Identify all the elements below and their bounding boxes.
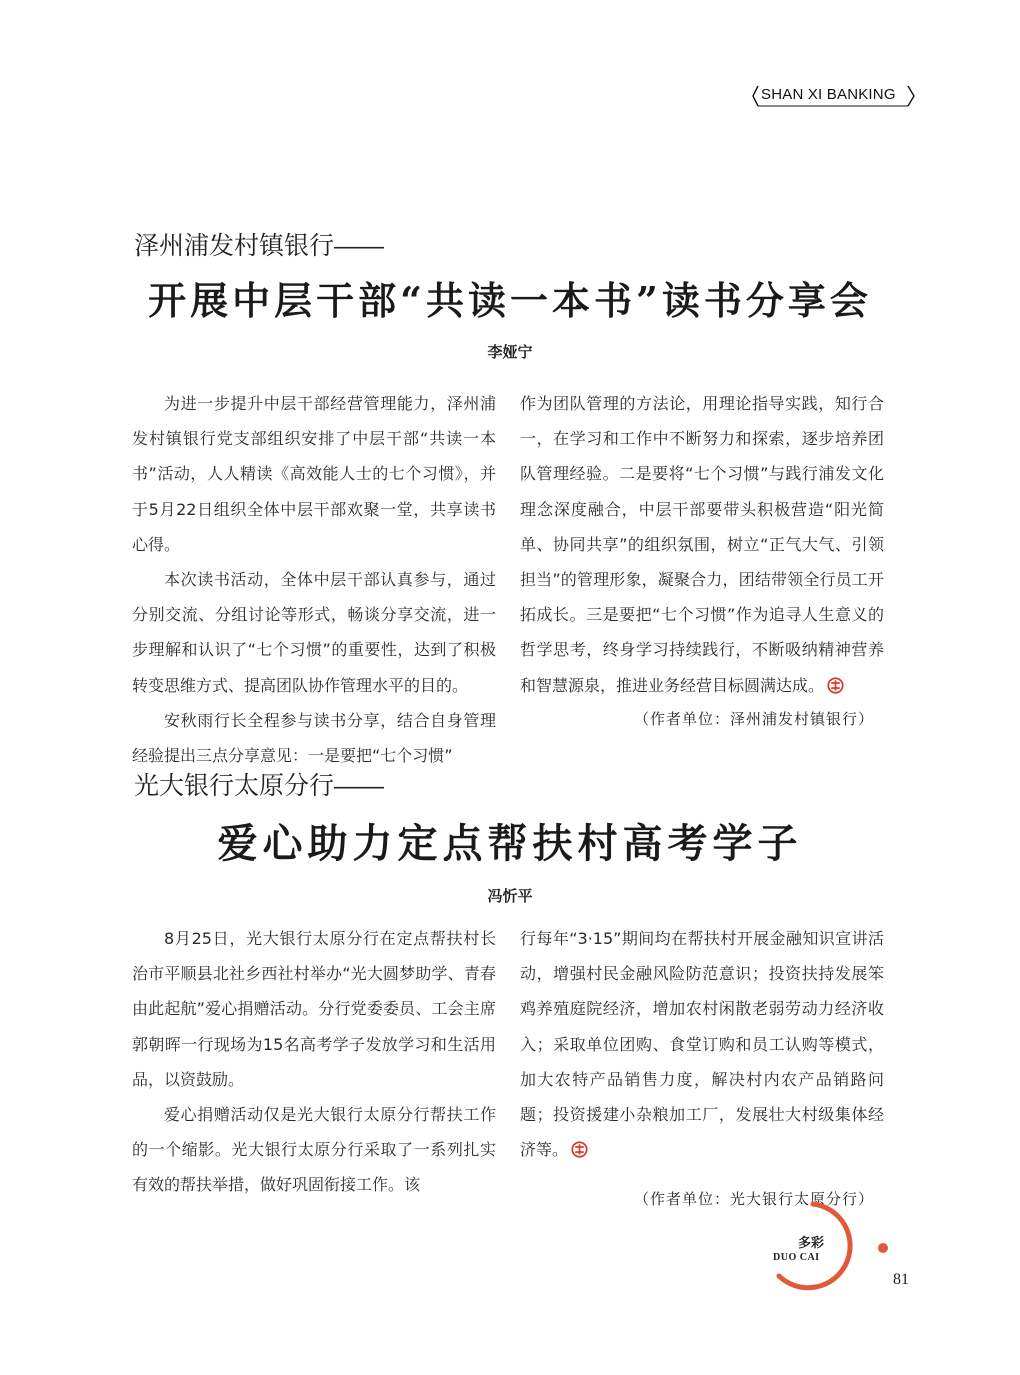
article2-left-column	[132, 921, 496, 1203]
article2-right-column	[520, 921, 884, 1167]
article2-paragraph-continued-text: 行每年“3·15”期间均在帮扶村开展金融知识宣讲活动，增强村民金融风险防范意识；投资扶持发展笨鸡养殖庭院经济，增加农村闲散老弱劳动力经济收入；采取单位团购、食堂订购和员工认购等模式，加大农特产品销售力度，解决村内农产品销路问题；投资援建小杂粮加工厂，发展壮大村级集体经济等。	[520, 929, 884, 1160]
article2-paragraph-1: 8月25日，光大银行太原分行在定点帮扶村长治市平顺县北社乡西社村举办“光大圆梦助学、青春由此起航”爱心捐赠活动。分行党委委员、工会主席郭朝晖一行现场为15名高考学子发放学习和生活用品，以资鼓励。	[132, 929, 496, 1089]
section-badge	[765, 1198, 865, 1298]
article2-paragraph-continued	[520, 921, 884, 1167]
article2-headline: 爱心助力定点帮扶村高考学子	[217, 820, 803, 867]
article1-paragraph-2: 本次读书活动，全体中层干部认真参与，通过分别交流、分组讨论等形式，畅谈分享交流，进一步理解和认识了“七个习惯”的重要性，达到了积极转变思维方式、提高团队协作管理水平的目的。	[132, 570, 496, 695]
article1-left-column	[132, 386, 496, 773]
article1-paragraph-continued	[520, 386, 884, 703]
section-badge-en: DUO CAI	[773, 1252, 820, 1263]
section-tag	[752, 84, 912, 106]
page-number: 81	[893, 1271, 909, 1288]
end-mark-icon	[827, 677, 844, 694]
article2-byline: （作者单位：光大银行太原分行）	[633, 1190, 874, 1208]
article1-paragraph-3: 安秋雨行长全程参与读书分享，结合自身管理经验提出三点分享意见：一是要把“七个习惯”	[132, 710, 496, 766]
section-badge-cn: 多彩	[798, 1236, 825, 1251]
article1-kicker: 泽州浦发村镇银行——	[134, 232, 385, 260]
end-mark-icon	[571, 1141, 588, 1158]
article2-author: 冯忻平	[487, 887, 533, 905]
article1-paragraph-continued-text: 作为团队管理的方法论，用理论指导实践，知行合一，在学习和工作中不断努力和探索，逐步培养团队管理经验。二是要将“七个习惯”与践行浦发文化理念深度融合，中层干部要带头积极营造“阳光简单、协同共享”的组织氛围，树立“正气大气、引领担当”的管理形象，凝聚合力，团结带领全行员工开拓成长。三是要把“七个习惯”作为追寻人生意义的哲学思考，终身学习持续践行，不断吸纳精神营养和智慧源泉，推进业务经营目标圆满达成。	[520, 394, 884, 695]
article2-kicker: 光大银行太原分行——	[134, 772, 385, 800]
article2-paragraph-2: 爱心捐赠活动仅是光大银行太原分行帮扶工作的一个缩影。光大银行太原分行采取了一系列扎实有效的帮扶举措，做好巩固衔接工作。该	[132, 1105, 496, 1195]
article1-byline: （作者单位：泽州浦发村镇银行）	[633, 710, 874, 728]
article1-paragraph-1: 为进一步提升中层干部经营管理能力，泽州浦发村镇银行党支部组织安排了中层干部“共读一本书”活动，人人精读《高效能人士的七个习惯》，并于5月22日组织全体中层干部欢聚一堂，共享读书心得。	[132, 394, 496, 554]
section-tag-label: SHAN XI BANKING	[761, 86, 896, 103]
article1-author: 李娅宁	[487, 343, 533, 361]
accent-dot	[878, 1243, 888, 1253]
article1-right-column	[520, 386, 884, 703]
article1-headline: 开展中层干部“共读一本书”读书分享会	[148, 278, 872, 323]
